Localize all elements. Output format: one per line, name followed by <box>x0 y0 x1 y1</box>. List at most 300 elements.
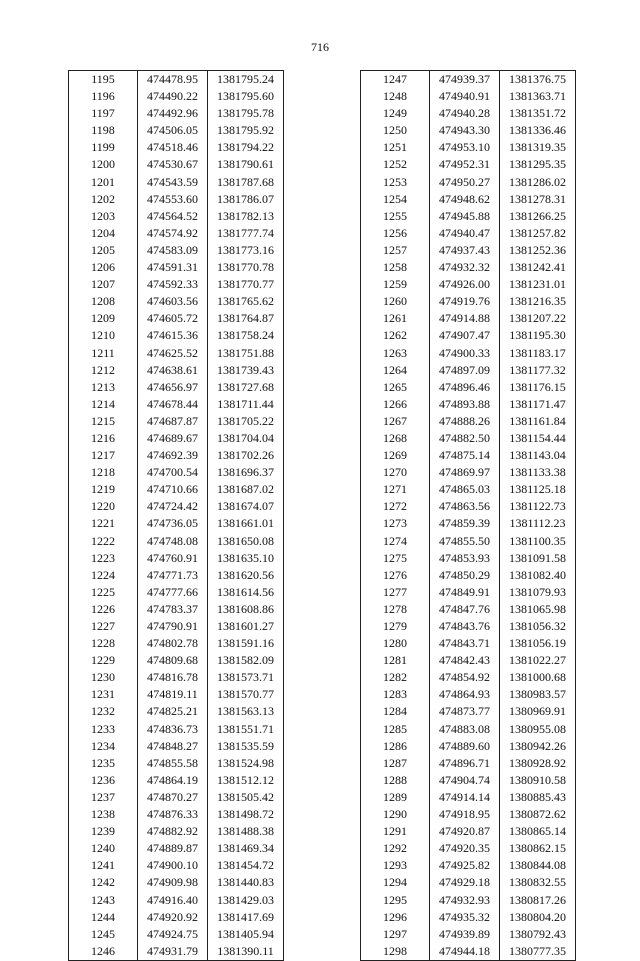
y-coordinate-cell: 1381079.93 <box>500 584 576 601</box>
point-number-cell: 1245 <box>69 926 138 943</box>
point-number-cell: 1287 <box>361 755 430 772</box>
x-coordinate-cell: 474953.10 <box>430 139 500 156</box>
y-coordinate-cell: 1381161.84 <box>500 413 576 430</box>
y-coordinate-cell: 1380885.43 <box>500 789 576 806</box>
y-coordinate-cell: 1381112.23 <box>500 515 576 532</box>
x-coordinate-cell: 474940.47 <box>430 225 500 242</box>
point-number-cell: 1220 <box>69 498 138 515</box>
x-coordinate-cell: 474736.05 <box>138 515 208 532</box>
x-coordinate-cell: 474553.60 <box>138 191 208 208</box>
x-coordinate-cell: 474888.26 <box>430 413 500 430</box>
x-coordinate-cell: 474907.47 <box>430 327 500 344</box>
y-coordinate-cell: 1381207.22 <box>500 310 576 327</box>
point-number-cell: 1264 <box>361 362 430 379</box>
table-row <box>361 139 576 156</box>
y-coordinate-cell: 1381601.27 <box>208 618 284 635</box>
point-number-cell: 1235 <box>69 755 138 772</box>
x-coordinate-cell: 474926.00 <box>430 276 500 293</box>
x-coordinate-cell: 474850.29 <box>430 567 500 584</box>
point-number-cell: 1209 <box>69 310 138 327</box>
point-number-cell: 1262 <box>361 327 430 344</box>
table-row <box>361 225 576 242</box>
y-coordinate-cell: 1381195.30 <box>500 327 576 344</box>
page-number: 716 <box>311 40 329 54</box>
y-coordinate-cell: 1381000.68 <box>500 669 576 686</box>
y-coordinate-cell: 1381661.01 <box>208 515 284 532</box>
x-coordinate-cell: 474518.46 <box>138 139 208 156</box>
y-coordinate-cell: 1381765.62 <box>208 293 284 310</box>
y-coordinate-cell: 1380844.08 <box>500 857 576 874</box>
x-coordinate-cell: 474809.68 <box>138 652 208 669</box>
point-number-cell: 1275 <box>361 550 430 567</box>
table-row <box>361 345 576 362</box>
point-number-cell: 1290 <box>361 806 430 823</box>
table-row <box>361 88 576 105</box>
point-number-cell: 1196 <box>69 88 138 105</box>
x-coordinate-cell: 474592.33 <box>138 276 208 293</box>
table-row <box>69 550 284 567</box>
table-row <box>361 943 576 961</box>
point-number-cell: 1267 <box>361 413 430 430</box>
y-coordinate-cell: 1381257.82 <box>500 225 576 242</box>
x-coordinate-cell: 474876.33 <box>138 806 208 823</box>
point-number-cell: 1247 <box>361 71 430 89</box>
point-number-cell: 1201 <box>69 174 138 191</box>
y-coordinate-cell: 1380832.55 <box>500 874 576 891</box>
y-coordinate-cell: 1381614.56 <box>208 584 284 601</box>
point-number-cell: 1224 <box>69 567 138 584</box>
table-row <box>69 515 284 532</box>
x-coordinate-cell: 474615.36 <box>138 327 208 344</box>
x-coordinate-cell: 474883.08 <box>430 721 500 738</box>
x-coordinate-cell: 474904.74 <box>430 772 500 789</box>
point-number-cell: 1292 <box>361 840 430 857</box>
table-row <box>69 362 284 379</box>
y-coordinate-cell: 1381216.35 <box>500 293 576 310</box>
point-number-cell: 1282 <box>361 669 430 686</box>
x-coordinate-cell: 474847.76 <box>430 601 500 618</box>
x-coordinate-cell: 474869.97 <box>430 464 500 481</box>
x-coordinate-cell: 474931.79 <box>138 943 208 961</box>
y-coordinate-cell: 1381524.98 <box>208 755 284 772</box>
y-coordinate-cell: 1381286.02 <box>500 174 576 191</box>
point-number-cell: 1242 <box>69 874 138 891</box>
x-coordinate-cell: 474689.67 <box>138 430 208 447</box>
table-row <box>361 208 576 225</box>
table-row <box>361 447 576 464</box>
point-number-cell: 1233 <box>69 721 138 738</box>
x-coordinate-cell: 474583.09 <box>138 242 208 259</box>
y-coordinate-cell: 1381591.16 <box>208 635 284 652</box>
table-row <box>69 310 284 327</box>
y-coordinate-cell: 1381674.07 <box>208 498 284 515</box>
point-number-cell: 1205 <box>69 242 138 259</box>
x-coordinate-cell: 474944.18 <box>430 943 500 961</box>
table-row <box>361 652 576 669</box>
table-row <box>361 71 576 89</box>
point-number-cell: 1234 <box>69 738 138 755</box>
y-coordinate-cell: 1381122.73 <box>500 498 576 515</box>
y-coordinate-cell: 1381154.44 <box>500 430 576 447</box>
point-number-cell: 1228 <box>69 635 138 652</box>
y-coordinate-cell: 1380942.26 <box>500 738 576 755</box>
x-coordinate-cell: 474940.91 <box>430 88 500 105</box>
point-number-cell: 1288 <box>361 772 430 789</box>
x-coordinate-cell: 474842.43 <box>430 652 500 669</box>
y-coordinate-cell: 1381786.07 <box>208 191 284 208</box>
x-coordinate-cell: 474678.44 <box>138 396 208 413</box>
y-coordinate-cell: 1381702.26 <box>208 447 284 464</box>
x-coordinate-cell: 474848.27 <box>138 738 208 755</box>
x-coordinate-cell: 474875.14 <box>430 447 500 464</box>
table-row <box>69 379 284 396</box>
x-coordinate-cell: 474940.28 <box>430 105 500 122</box>
point-number-cell: 1249 <box>361 105 430 122</box>
point-number-cell: 1221 <box>69 515 138 532</box>
point-number-cell: 1277 <box>361 584 430 601</box>
table-row <box>69 686 284 703</box>
table-row <box>69 618 284 635</box>
x-coordinate-cell: 474864.19 <box>138 772 208 789</box>
y-coordinate-cell: 1381488.38 <box>208 823 284 840</box>
point-number-cell: 1229 <box>69 652 138 669</box>
x-coordinate-cell: 474478.95 <box>138 71 208 89</box>
table-row <box>69 293 284 310</box>
point-number-cell: 1268 <box>361 430 430 447</box>
table-row <box>69 174 284 191</box>
x-coordinate-cell: 474849.91 <box>430 584 500 601</box>
table-row <box>361 806 576 823</box>
y-coordinate-cell: 1381498.72 <box>208 806 284 823</box>
x-coordinate-cell: 474760.91 <box>138 550 208 567</box>
table-row <box>69 139 284 156</box>
y-coordinate-cell: 1381635.10 <box>208 550 284 567</box>
point-number-cell: 1246 <box>69 943 138 961</box>
x-coordinate-cell: 474900.10 <box>138 857 208 874</box>
table-row <box>361 379 576 396</box>
table-row <box>361 567 576 584</box>
point-number-cell: 1240 <box>69 840 138 857</box>
point-number-cell: 1273 <box>361 515 430 532</box>
y-coordinate-cell: 1381764.87 <box>208 310 284 327</box>
y-coordinate-cell: 1381022.27 <box>500 652 576 669</box>
y-coordinate-cell: 1380928.92 <box>500 755 576 772</box>
y-coordinate-cell: 1381782.13 <box>208 208 284 225</box>
point-number-cell: 1210 <box>69 327 138 344</box>
table-row <box>361 909 576 926</box>
x-coordinate-cell: 474638.61 <box>138 362 208 379</box>
table-row <box>69 772 284 789</box>
point-number-cell: 1243 <box>69 892 138 909</box>
x-coordinate-cell: 474591.31 <box>138 259 208 276</box>
x-coordinate-cell: 474859.39 <box>430 515 500 532</box>
y-coordinate-cell: 1381278.31 <box>500 191 576 208</box>
table-row <box>361 515 576 532</box>
table-row <box>69 789 284 806</box>
point-number-cell: 1219 <box>69 481 138 498</box>
point-number-cell: 1284 <box>361 703 430 720</box>
x-coordinate-cell: 474909.98 <box>138 874 208 891</box>
table-row <box>361 191 576 208</box>
table-row <box>361 533 576 550</box>
x-coordinate-cell: 474724.42 <box>138 498 208 515</box>
x-coordinate-cell: 474919.76 <box>430 293 500 310</box>
point-number-cell: 1204 <box>69 225 138 242</box>
y-coordinate-cell: 1381704.04 <box>208 430 284 447</box>
point-number-cell: 1222 <box>69 533 138 550</box>
y-coordinate-cell: 1381469.34 <box>208 840 284 857</box>
table-row <box>69 481 284 498</box>
table-row <box>361 789 576 806</box>
y-coordinate-cell: 1380792.43 <box>500 926 576 943</box>
y-coordinate-cell: 1381176.15 <box>500 379 576 396</box>
point-number-cell: 1286 <box>361 738 430 755</box>
point-number-cell: 1271 <box>361 481 430 498</box>
table-row <box>69 635 284 652</box>
point-number-cell: 1239 <box>69 823 138 840</box>
y-coordinate-cell: 1381351.72 <box>500 105 576 122</box>
table-row <box>69 327 284 344</box>
x-coordinate-cell: 474506.05 <box>138 122 208 139</box>
x-coordinate-cell: 474625.52 <box>138 345 208 362</box>
x-coordinate-cell: 474896.46 <box>430 379 500 396</box>
x-coordinate-cell: 474950.27 <box>430 174 500 191</box>
point-number-cell: 1278 <box>361 601 430 618</box>
point-number-cell: 1232 <box>69 703 138 720</box>
point-number-cell: 1291 <box>361 823 430 840</box>
point-number-cell: 1227 <box>69 618 138 635</box>
x-coordinate-cell: 474889.60 <box>430 738 500 755</box>
table-row <box>69 669 284 686</box>
point-number-cell: 1283 <box>361 686 430 703</box>
x-coordinate-cell: 474771.73 <box>138 567 208 584</box>
coordinates-table-right <box>360 70 576 961</box>
point-number-cell: 1293 <box>361 857 430 874</box>
point-number-cell: 1266 <box>361 396 430 413</box>
x-coordinate-cell: 474945.88 <box>430 208 500 225</box>
point-number-cell: 1198 <box>69 122 138 139</box>
table-row <box>361 840 576 857</box>
x-coordinate-cell: 474564.52 <box>138 208 208 225</box>
x-coordinate-cell: 474777.66 <box>138 584 208 601</box>
y-coordinate-cell: 1381608.86 <box>208 601 284 618</box>
table-row <box>361 857 576 874</box>
y-coordinate-cell: 1381795.60 <box>208 88 284 105</box>
y-coordinate-cell: 1381787.68 <box>208 174 284 191</box>
table-row <box>361 926 576 943</box>
x-coordinate-cell: 474543.59 <box>138 174 208 191</box>
y-coordinate-cell: 1380872.62 <box>500 806 576 823</box>
point-number-cell: 1297 <box>361 926 430 943</box>
table-row <box>69 225 284 242</box>
x-coordinate-cell: 474920.35 <box>430 840 500 857</box>
x-coordinate-cell: 474863.56 <box>430 498 500 515</box>
point-number-cell: 1218 <box>69 464 138 481</box>
table-row <box>69 242 284 259</box>
table-row <box>69 652 284 669</box>
point-number-cell: 1238 <box>69 806 138 823</box>
y-coordinate-cell: 1381252.36 <box>500 242 576 259</box>
point-number-cell: 1197 <box>69 105 138 122</box>
point-number-cell: 1216 <box>69 430 138 447</box>
y-coordinate-cell: 1381100.35 <box>500 533 576 550</box>
x-coordinate-cell: 474802.78 <box>138 635 208 652</box>
table-row <box>361 703 576 720</box>
y-coordinate-cell: 1381091.58 <box>500 550 576 567</box>
point-number-cell: 1203 <box>69 208 138 225</box>
y-coordinate-cell: 1380910.58 <box>500 772 576 789</box>
table-row <box>361 122 576 139</box>
x-coordinate-cell: 474855.58 <box>138 755 208 772</box>
y-coordinate-cell: 1381266.25 <box>500 208 576 225</box>
point-number-cell: 1289 <box>361 789 430 806</box>
y-coordinate-cell: 1380969.91 <box>500 703 576 720</box>
table-row <box>361 498 576 515</box>
point-number-cell: 1226 <box>69 601 138 618</box>
x-coordinate-cell: 474916.40 <box>138 892 208 909</box>
x-coordinate-cell: 474929.18 <box>430 874 500 891</box>
point-number-cell: 1230 <box>69 669 138 686</box>
x-coordinate-cell: 474937.43 <box>430 242 500 259</box>
point-number-cell: 1256 <box>361 225 430 242</box>
x-coordinate-cell: 474889.87 <box>138 840 208 857</box>
x-coordinate-cell: 474574.92 <box>138 225 208 242</box>
x-coordinate-cell: 474882.50 <box>430 430 500 447</box>
point-number-cell: 1251 <box>361 139 430 156</box>
y-coordinate-cell: 1381440.83 <box>208 874 284 891</box>
table-row <box>69 464 284 481</box>
table-row <box>361 276 576 293</box>
table-row <box>361 174 576 191</box>
x-coordinate-cell: 474790.91 <box>138 618 208 635</box>
x-coordinate-cell: 474854.92 <box>430 669 500 686</box>
point-number-cell: 1269 <box>361 447 430 464</box>
table-row <box>361 874 576 891</box>
x-coordinate-cell: 474924.75 <box>138 926 208 943</box>
x-coordinate-cell: 474932.93 <box>430 892 500 909</box>
table-row <box>69 943 284 961</box>
y-coordinate-cell: 1381512.12 <box>208 772 284 789</box>
table-row <box>69 156 284 173</box>
y-coordinate-cell: 1381363.71 <box>500 88 576 105</box>
table-row <box>361 362 576 379</box>
y-coordinate-cell: 1381795.24 <box>208 71 284 89</box>
table-row <box>69 806 284 823</box>
point-number-cell: 1213 <box>69 379 138 396</box>
x-coordinate-cell: 474836.73 <box>138 721 208 738</box>
table-row <box>361 721 576 738</box>
point-number-cell: 1252 <box>361 156 430 173</box>
y-coordinate-cell: 1381405.94 <box>208 926 284 943</box>
y-coordinate-cell: 1381573.71 <box>208 669 284 686</box>
point-number-cell: 1296 <box>361 909 430 926</box>
point-number-cell: 1260 <box>361 293 430 310</box>
x-coordinate-cell: 474853.93 <box>430 550 500 567</box>
table-row <box>361 635 576 652</box>
table-row <box>361 686 576 703</box>
y-coordinate-cell: 1381336.46 <box>500 122 576 139</box>
x-coordinate-cell: 474687.87 <box>138 413 208 430</box>
point-number-cell: 1272 <box>361 498 430 515</box>
table-row <box>361 293 576 310</box>
point-number-cell: 1298 <box>361 943 430 961</box>
point-number-cell: 1212 <box>69 362 138 379</box>
table-row <box>69 926 284 943</box>
x-coordinate-cell: 474700.54 <box>138 464 208 481</box>
point-number-cell: 1206 <box>69 259 138 276</box>
coordinates-table-right-body <box>361 71 576 961</box>
x-coordinate-cell: 474692.39 <box>138 447 208 464</box>
table-row <box>361 738 576 755</box>
table-row <box>361 156 576 173</box>
point-number-cell: 1254 <box>361 191 430 208</box>
table-row <box>361 464 576 481</box>
x-coordinate-cell: 474882.92 <box>138 823 208 840</box>
y-coordinate-cell: 1381790.61 <box>208 156 284 173</box>
point-number-cell: 1257 <box>361 242 430 259</box>
point-number-cell: 1294 <box>361 874 430 891</box>
y-coordinate-cell: 1380955.08 <box>500 721 576 738</box>
y-coordinate-cell: 1381390.11 <box>208 943 284 961</box>
table-row <box>361 755 576 772</box>
x-coordinate-cell: 474939.89 <box>430 926 500 943</box>
coordinates-table-left <box>68 70 284 961</box>
x-coordinate-cell: 474935.32 <box>430 909 500 926</box>
x-coordinate-cell: 474656.97 <box>138 379 208 396</box>
y-coordinate-cell: 1381794.22 <box>208 139 284 156</box>
point-number-cell: 1265 <box>361 379 430 396</box>
table-row <box>361 430 576 447</box>
point-number-cell: 1270 <box>361 464 430 481</box>
y-coordinate-cell: 1381582.09 <box>208 652 284 669</box>
y-coordinate-cell: 1381065.98 <box>500 601 576 618</box>
coordinates-table-left-body <box>69 71 284 961</box>
point-number-cell: 1253 <box>361 174 430 191</box>
x-coordinate-cell: 474939.37 <box>430 71 500 89</box>
table-row <box>361 823 576 840</box>
x-coordinate-cell: 474914.88 <box>430 310 500 327</box>
table-row <box>69 430 284 447</box>
y-coordinate-cell: 1381133.38 <box>500 464 576 481</box>
table-row <box>361 396 576 413</box>
x-coordinate-cell: 474819.11 <box>138 686 208 703</box>
x-coordinate-cell: 474748.08 <box>138 533 208 550</box>
table-row <box>361 892 576 909</box>
x-coordinate-cell: 474783.37 <box>138 601 208 618</box>
x-coordinate-cell: 474925.82 <box>430 857 500 874</box>
point-number-cell: 1281 <box>361 652 430 669</box>
point-number-cell: 1263 <box>361 345 430 362</box>
table-row <box>69 208 284 225</box>
table-row <box>69 823 284 840</box>
table-row <box>69 71 284 89</box>
y-coordinate-cell: 1381505.42 <box>208 789 284 806</box>
point-number-cell: 1241 <box>69 857 138 874</box>
point-number-cell: 1214 <box>69 396 138 413</box>
x-coordinate-cell: 474952.31 <box>430 156 500 173</box>
x-coordinate-cell: 474893.88 <box>430 396 500 413</box>
point-number-cell: 1276 <box>361 567 430 584</box>
x-coordinate-cell: 474920.87 <box>430 823 500 840</box>
x-coordinate-cell: 474943.30 <box>430 122 500 139</box>
point-number-cell: 1195 <box>69 71 138 89</box>
point-number-cell: 1261 <box>361 310 430 327</box>
point-number-cell: 1207 <box>69 276 138 293</box>
table-row <box>69 88 284 105</box>
table-row <box>361 413 576 430</box>
x-coordinate-cell: 474855.50 <box>430 533 500 550</box>
x-coordinate-cell: 474900.33 <box>430 345 500 362</box>
